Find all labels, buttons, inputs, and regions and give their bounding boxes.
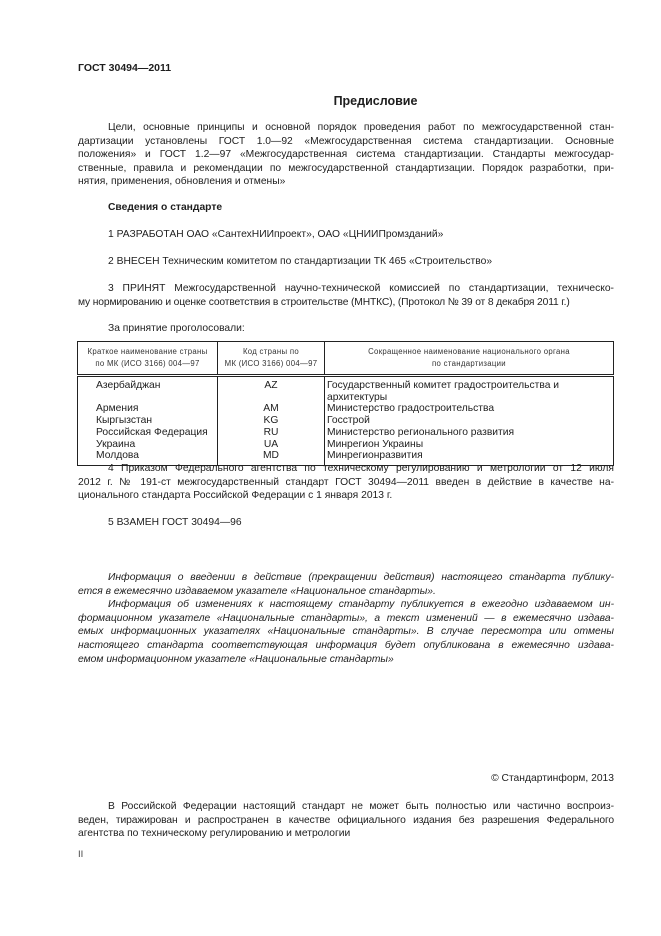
notice-line: емых информационных указателях «Национальные стандарты». В случае пересмотра или отмены [78,626,614,638]
country-cell: Азербайджан [78,376,218,404]
intro-line: ственные, правила и рекомендации по межгосударственной стандартизации. Порядок разработки, при- [78,162,614,174]
vote-label: За принятие проголосовали: [108,323,245,334]
rights-line: В Российской Федерации настоящий стандарт не может быть полностью или частично воспроиз- [108,801,614,812]
body-cell: Госстрой [325,415,614,427]
notice-line: Информация об изменениях к настоящему стандарту публикуется в ежегодно издаваемом ин- [108,599,614,611]
page-number: II [78,849,84,860]
reproduction-rights [78,800,614,841]
notice-line: формационном указателе «Национальные стандарты», а текст изменений — в ежемесячно издава- [78,612,614,624]
info-item-5: 5 ВЗАМЕН ГОСТ 30494—96 [108,517,242,528]
code-cell: KG [218,415,325,427]
country-cell: Армения [78,403,218,415]
intro-line: положения» и ГОСТ 1.2—97 «Межгосударственная система стандартизации. Стандарты межгосудар- [78,149,614,161]
info-item-3-line: 3 ПРИНЯТ Межгосударственной научно-технической комиссией по стандартизации, техническо- [108,283,614,294]
body-cell: Минрегионразвития [325,450,614,465]
body-cell: Министерство регионального развития [325,427,614,439]
copyright-notice: © Стандартинформ, 2013 [491,773,614,784]
code-cell: AZ [218,376,325,404]
info-item-1: 1 РАЗРАБОТАН ОАО «СантехНИИпроект», ОАО «ЦНИИПромзданий» [108,229,444,240]
code-cell: AM [218,403,325,415]
info-item-4 [78,462,614,503]
code-cell: RU [218,427,325,439]
intro-line: Цели, основные принципы и основной порядок проведения работ по межгосударственной стан- [108,122,614,133]
code-cell: UA [218,439,325,451]
table-row [78,439,614,451]
header-country-name: Краткое наименование страны по МК (ИСО 3166) 004—97 [78,342,218,376]
notice-line: емом информационном указателе «Национальные стандарты» [78,653,394,665]
info-heading: Сведения о стандарте [108,202,223,213]
info-item-4-line: ционального стандарта Российской Федерации с 1 января 2013 г. [78,490,393,502]
info-item-4-line: 4 Приказом Федерального агентства по техническому регулированию и метрологии от 12 июля [108,463,614,474]
table-row [78,427,614,439]
table-header-row [78,342,614,376]
body-cell: Минрегион Украины [325,439,614,451]
country-cell: Украина [78,439,218,451]
notice-line: Информация о введении в действие (прекращении действия) настоящего стандарта публику- [108,572,614,583]
table-row [78,403,614,415]
header-country-code: Код страны по МК (ИСО 3166) 004—97 [218,342,325,376]
document-id-header: ГОСТ 30494—2011 [78,62,172,74]
country-cell: Российская Федерация [78,427,218,439]
voting-countries-table [77,341,614,466]
publication-notice [78,571,614,666]
info-item-4-line: 2012 г. № 191-ст межгосударственный стандарт ГОСТ 30494—2011 введен в действие в качестве на- [78,476,614,488]
notice-line: настоящего стандарта соответствующая информация будет опубликована в ежемесячно издава- [78,639,614,651]
notice-line: ется в ежемесячно издаваемом указателе «Национальное стандарты». [78,585,436,597]
info-item-3-line: му нормированию и оценке соответствия в строительстве (МНТКС), (Протокол № 39 от 8 декабря 2011 г.) [78,296,570,308]
country-cell: Кыргызстан [78,415,218,427]
intro-line: нятия, применения, обновления и отмены» [78,176,286,188]
header-national-body: Сокращенное наименование национального органа по стандартизации [325,342,614,376]
body-cell: Министерство градостроительства [325,403,614,415]
intro-paragraph [78,121,614,189]
body-cell: Государственный комитет градостроительства и архитектуры [325,376,614,404]
intro-line: дартизации установлены ГОСТ 1.0—92 «Межгосударственная система стандартизации. Основные [78,135,614,147]
country-cell: Молдова [78,450,218,465]
code-cell: MD [218,450,325,465]
info-item-3 [78,282,614,309]
info-item-2: 2 ВНЕСЕН Техническим комитетом по стандартизации ТК 465 «Строительство» [108,256,493,267]
table-row [78,376,614,404]
section-title: Предисловие [333,94,418,108]
table-row [78,415,614,427]
rights-line: агентства по техническому регулированию и метрологии [78,828,351,840]
rights-line: веден, тиражирован и распространен в качестве официального издания без разрешения Федерального [78,814,614,826]
